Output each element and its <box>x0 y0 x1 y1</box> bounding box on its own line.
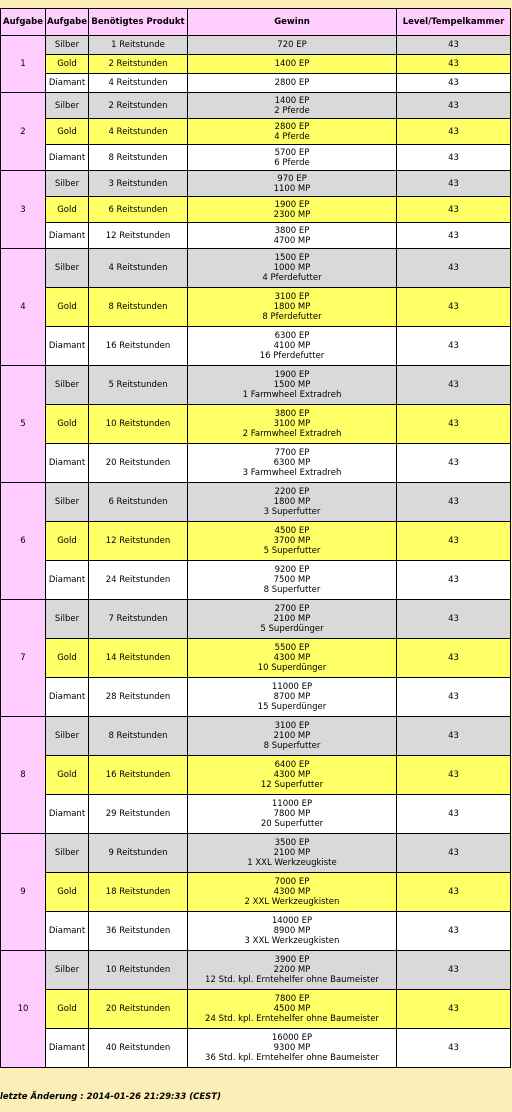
tier-cell: Silber <box>46 717 89 756</box>
reward-cell <box>188 600 397 639</box>
reward-cell <box>188 561 397 600</box>
task-number-cell: 7 <box>1 600 46 717</box>
tier-cell: Gold <box>46 405 89 444</box>
quest-row <box>1 1029 511 1068</box>
last-modified-footer: letzte Änderung : 2014-01-26 21:29:33 (CEST) <box>0 1092 221 1102</box>
tier-cell: Silber <box>46 171 89 197</box>
reward-line: 3100 EP <box>274 721 310 731</box>
required-product-cell: 18 Reitstunden <box>89 873 188 912</box>
quest-row <box>1 55 511 74</box>
reward-line: 2 XXL Werkzeugkisten <box>244 897 340 907</box>
level-cell: 43 <box>397 171 511 197</box>
tier-cell: Gold <box>46 990 89 1029</box>
tier-cell: Diamant <box>46 678 89 717</box>
required-product-cell: 20 Reitstunden <box>89 990 188 1029</box>
quest-row <box>1 639 511 678</box>
reward-cell <box>188 288 397 327</box>
reward-line: 3700 MP <box>273 536 311 546</box>
quest-row <box>1 366 511 405</box>
level-cell: 43 <box>397 678 511 717</box>
tier-cell: Diamant <box>46 223 89 249</box>
quest-row <box>1 249 511 288</box>
required-product-cell: 12 Reitstunden <box>89 522 188 561</box>
reward-cell <box>188 197 397 223</box>
tier-cell: Diamant <box>46 74 89 93</box>
reward-line: 970 EP <box>277 173 307 184</box>
reward-line: 2800 EP <box>274 121 310 132</box>
quest-row <box>1 145 511 171</box>
reward-line: 4 Pferdefutter <box>262 273 322 283</box>
required-product-cell: 24 Reitstunden <box>89 561 188 600</box>
reward-line: 8700 MP <box>273 692 311 702</box>
reward-line: 20 Superfutter <box>260 819 324 829</box>
reward-line: 1100 MP <box>273 183 311 194</box>
reward-line: 3100 MP <box>273 419 311 429</box>
quest-row <box>1 327 511 366</box>
level-cell: 43 <box>397 951 511 990</box>
level-cell: 43 <box>397 145 511 171</box>
reward-line: 16 Pferdefutter <box>259 351 325 361</box>
reward-line: 3500 EP <box>274 838 310 848</box>
reward-line: 2700 EP <box>274 604 310 614</box>
tier-cell: Silber <box>46 834 89 873</box>
reward-line: 5 Superfutter <box>263 546 321 556</box>
required-product-cell: 4 Reitstunden <box>89 74 188 93</box>
tier-cell: Silber <box>46 600 89 639</box>
reward-line: 1 XXL Werkzeugkiste <box>247 858 337 868</box>
task-number-cell: 9 <box>1 834 46 951</box>
level-cell: 43 <box>397 717 511 756</box>
reward-line: 2100 MP <box>273 614 311 624</box>
reward-line: 4700 MP <box>273 235 311 246</box>
quest-row <box>1 561 511 600</box>
reward-line: 2800 EP <box>274 78 310 88</box>
reward-line: 6300 EP <box>274 331 310 341</box>
tier-cell: Diamant <box>46 912 89 951</box>
reward-line: 1800 MP <box>273 497 311 507</box>
quest-row <box>1 522 511 561</box>
tier-cell: Gold <box>46 522 89 561</box>
reward-cell <box>188 990 397 1029</box>
reward-line: 6300 MP <box>273 458 311 468</box>
reward-line: 720 EP <box>277 40 307 50</box>
level-cell: 43 <box>397 36 511 55</box>
reward-line: 14000 EP <box>271 916 313 926</box>
required-product-cell: 20 Reitstunden <box>89 444 188 483</box>
tier-cell: Gold <box>46 873 89 912</box>
reward-line: 7000 EP <box>274 877 310 887</box>
reward-cell <box>188 223 397 249</box>
quest-row <box>1 600 511 639</box>
reward-line: 4 Pferde <box>274 131 310 142</box>
reward-cell <box>188 1029 397 1068</box>
level-cell: 43 <box>397 119 511 145</box>
reward-line: 1400 EP <box>274 59 310 69</box>
tier-cell: Gold <box>46 639 89 678</box>
tier-cell: Gold <box>46 756 89 795</box>
task-number-cell: 2 <box>1 93 46 171</box>
level-cell: 43 <box>397 795 511 834</box>
level-cell: 43 <box>397 990 511 1029</box>
level-cell: 43 <box>397 912 511 951</box>
reward-line: 11000 EP <box>271 682 313 692</box>
required-product-cell: 6 Reitstunden <box>89 483 188 522</box>
required-product-cell: 4 Reitstunden <box>89 119 188 145</box>
required-product-cell: 12 Reitstunden <box>89 223 188 249</box>
required-product-cell: 7 Reitstunden <box>89 600 188 639</box>
reward-cell <box>188 873 397 912</box>
required-product-cell: 3 Reitstunden <box>89 171 188 197</box>
quest-row <box>1 288 511 327</box>
required-product-cell: 1 Reitstunde <box>89 36 188 55</box>
tier-cell: Gold <box>46 119 89 145</box>
reward-line: 3100 EP <box>274 292 310 302</box>
quest-row <box>1 74 511 93</box>
reward-line: 1000 MP <box>273 263 311 273</box>
level-cell: 43 <box>397 639 511 678</box>
level-cell: 43 <box>397 561 511 600</box>
required-product-cell: 16 Reitstunden <box>89 327 188 366</box>
quest-row <box>1 795 511 834</box>
reward-line: 1500 EP <box>274 253 310 263</box>
reward-line: 36 Std. kpl. Erntehelfer ohne Baumeister <box>205 1053 379 1063</box>
reward-line: 7700 EP <box>274 448 310 458</box>
quest-row <box>1 678 511 717</box>
reward-line: 24 Std. kpl. Erntehelfer ohne Baumeister <box>205 1014 379 1024</box>
reward-line: 2200 MP <box>273 965 311 975</box>
quest-row <box>1 171 511 197</box>
reward-cell <box>188 366 397 405</box>
task-number-cell: 10 <box>1 951 46 1068</box>
reward-line: 2100 MP <box>273 731 311 741</box>
tier-cell: Diamant <box>46 561 89 600</box>
reward-line: 9200 EP <box>274 565 310 575</box>
reward-line: 2 Farmwheel Extradreh <box>242 429 342 439</box>
reward-cell <box>188 119 397 145</box>
reward-line: 1900 EP <box>274 370 310 380</box>
reward-line: 1900 EP <box>274 199 310 210</box>
header-task-tier: Aufgabe <box>46 9 89 36</box>
quest-table-body <box>1 36 511 1068</box>
reward-line: 1 Farmwheel Extradreh <box>242 390 342 400</box>
required-product-cell: 16 Reitstunden <box>89 756 188 795</box>
reward-cell <box>188 795 397 834</box>
tier-cell: Diamant <box>46 145 89 171</box>
quest-row <box>1 834 511 873</box>
level-cell: 43 <box>397 197 511 223</box>
required-product-cell: 14 Reitstunden <box>89 639 188 678</box>
level-cell: 43 <box>397 483 511 522</box>
required-product-cell: 8 Reitstunden <box>89 717 188 756</box>
reward-cell <box>188 483 397 522</box>
reward-line: 2100 MP <box>273 848 311 858</box>
tier-cell: Gold <box>46 288 89 327</box>
reward-cell <box>188 717 397 756</box>
required-product-cell: 5 Reitstunden <box>89 366 188 405</box>
level-cell: 43 <box>397 366 511 405</box>
header-level: Level/Tempelkammer <box>397 9 511 36</box>
reward-cell <box>188 639 397 678</box>
reward-line: 7800 MP <box>273 809 311 819</box>
reward-line: 3 Farmwheel Extradreh <box>242 468 342 478</box>
reward-cell <box>188 756 397 795</box>
quest-row <box>1 873 511 912</box>
level-cell: 43 <box>397 1029 511 1068</box>
level-cell: 43 <box>397 522 511 561</box>
task-number-cell: 6 <box>1 483 46 600</box>
reward-cell <box>188 145 397 171</box>
reward-line: 10 Superdünger <box>257 663 327 673</box>
level-cell: 43 <box>397 834 511 873</box>
reward-line: 12 Superfutter <box>260 780 324 790</box>
reward-line: 5700 EP <box>274 147 310 158</box>
header-reward: Gewinn <box>188 9 397 36</box>
task-number-cell: 5 <box>1 366 46 483</box>
tier-cell: Silber <box>46 36 89 55</box>
required-product-cell: 8 Reitstunden <box>89 288 188 327</box>
task-number-cell: 3 <box>1 171 46 249</box>
reward-line: 11000 EP <box>271 799 313 809</box>
required-product-cell: 29 Reitstunden <box>89 795 188 834</box>
tier-cell: Gold <box>46 197 89 223</box>
reward-cell <box>188 171 397 197</box>
quest-row <box>1 223 511 249</box>
quest-row <box>1 119 511 145</box>
required-product-cell: 6 Reitstunden <box>89 197 188 223</box>
required-product-cell: 10 Reitstunden <box>89 951 188 990</box>
reward-line: 2300 MP <box>273 209 311 220</box>
reward-cell <box>188 834 397 873</box>
quest-row <box>1 990 511 1029</box>
required-product-cell: 2 Reitstunden <box>89 55 188 74</box>
reward-line: 4300 MP <box>273 653 311 663</box>
task-number-cell: 1 <box>1 36 46 93</box>
reward-line: 16000 EP <box>271 1033 313 1043</box>
reward-line: 4500 EP <box>274 526 310 536</box>
reward-line: 8 Superfutter <box>263 741 321 751</box>
quest-table <box>0 8 511 1068</box>
quest-row <box>1 36 511 55</box>
quest-row <box>1 951 511 990</box>
reward-cell <box>188 327 397 366</box>
reward-cell <box>188 405 397 444</box>
level-cell: 43 <box>397 74 511 93</box>
required-product-cell: 4 Reitstunden <box>89 249 188 288</box>
tier-cell: Diamant <box>46 795 89 834</box>
level-cell: 43 <box>397 55 511 74</box>
reward-line: 3800 EP <box>274 225 310 236</box>
reward-line: 6400 EP <box>274 760 310 770</box>
reward-line: 5 Superdünger <box>260 624 324 634</box>
tier-cell: Silber <box>46 483 89 522</box>
tier-cell: Silber <box>46 366 89 405</box>
reward-line: 4300 MP <box>273 770 311 780</box>
quest-row <box>1 197 511 223</box>
tier-cell: Diamant <box>46 327 89 366</box>
reward-cell <box>188 55 397 74</box>
reward-line: 2 Pferde <box>274 105 310 116</box>
reward-line: 3800 EP <box>274 409 310 419</box>
tier-cell: Diamant <box>46 1029 89 1068</box>
level-cell: 43 <box>397 756 511 795</box>
header-task-number: Aufgabe <box>1 9 46 36</box>
reward-line: 2200 EP <box>274 487 310 497</box>
level-cell: 43 <box>397 93 511 119</box>
required-product-cell: 9 Reitstunden <box>89 834 188 873</box>
reward-cell <box>188 249 397 288</box>
required-product-cell: 40 Reitstunden <box>89 1029 188 1068</box>
required-product-cell: 28 Reitstunden <box>89 678 188 717</box>
reward-line: 7500 MP <box>273 575 311 585</box>
quest-row <box>1 717 511 756</box>
tier-cell: Silber <box>46 951 89 990</box>
quest-row <box>1 756 511 795</box>
reward-cell <box>188 522 397 561</box>
reward-cell <box>188 951 397 990</box>
level-cell: 43 <box>397 249 511 288</box>
tier-cell: Silber <box>46 93 89 119</box>
required-product-cell: 2 Reitstunden <box>89 93 188 119</box>
quest-row <box>1 483 511 522</box>
level-cell: 43 <box>397 600 511 639</box>
quest-row <box>1 444 511 483</box>
reward-line: 6 Pferde <box>274 157 310 168</box>
reward-line: 8 Pferdefutter <box>262 312 322 322</box>
quest-row <box>1 405 511 444</box>
reward-line: 12 Std. kpl. Erntehelfer ohne Baumeister <box>205 975 379 985</box>
reward-cell <box>188 912 397 951</box>
task-number-cell: 4 <box>1 249 46 366</box>
tier-cell: Silber <box>46 249 89 288</box>
reward-cell <box>188 93 397 119</box>
reward-line: 8900 MP <box>273 926 311 936</box>
quest-row <box>1 93 511 119</box>
reward-line: 4300 MP <box>273 887 311 897</box>
reward-line: 3 XXL Werkzeugkisten <box>244 936 340 946</box>
reward-line: 8 Superfutter <box>263 585 321 595</box>
reward-line: 3 Superfutter <box>263 507 321 517</box>
reward-line: 7800 EP <box>274 994 310 1004</box>
level-cell: 43 <box>397 873 511 912</box>
reward-line: 15 Superdünger <box>257 702 327 712</box>
level-cell: 43 <box>397 223 511 249</box>
required-product-cell: 10 Reitstunden <box>89 405 188 444</box>
reward-cell <box>188 36 397 55</box>
task-number-cell: 8 <box>1 717 46 834</box>
required-product-cell: 36 Reitstunden <box>89 912 188 951</box>
reward-cell <box>188 74 397 93</box>
level-cell: 43 <box>397 444 511 483</box>
level-cell: 43 <box>397 288 511 327</box>
tier-cell: Diamant <box>46 444 89 483</box>
reward-line: 1400 EP <box>274 95 310 106</box>
level-cell: 43 <box>397 327 511 366</box>
reward-line: 1800 MP <box>273 302 311 312</box>
reward-line: 1500 MP <box>273 380 311 390</box>
tier-cell: Gold <box>46 55 89 74</box>
header-required-product: Benötigtes Produkt <box>89 9 188 36</box>
reward-line: 4100 MP <box>273 341 311 351</box>
required-product-cell: 8 Reitstunden <box>89 145 188 171</box>
reward-line: 3900 EP <box>274 955 310 965</box>
reward-line: 9300 MP <box>273 1043 311 1053</box>
level-cell: 43 <box>397 405 511 444</box>
quest-row <box>1 912 511 951</box>
reward-cell <box>188 678 397 717</box>
reward-line: 5500 EP <box>274 643 310 653</box>
reward-cell <box>188 444 397 483</box>
header-row <box>1 9 511 36</box>
reward-line: 4500 MP <box>273 1004 311 1014</box>
